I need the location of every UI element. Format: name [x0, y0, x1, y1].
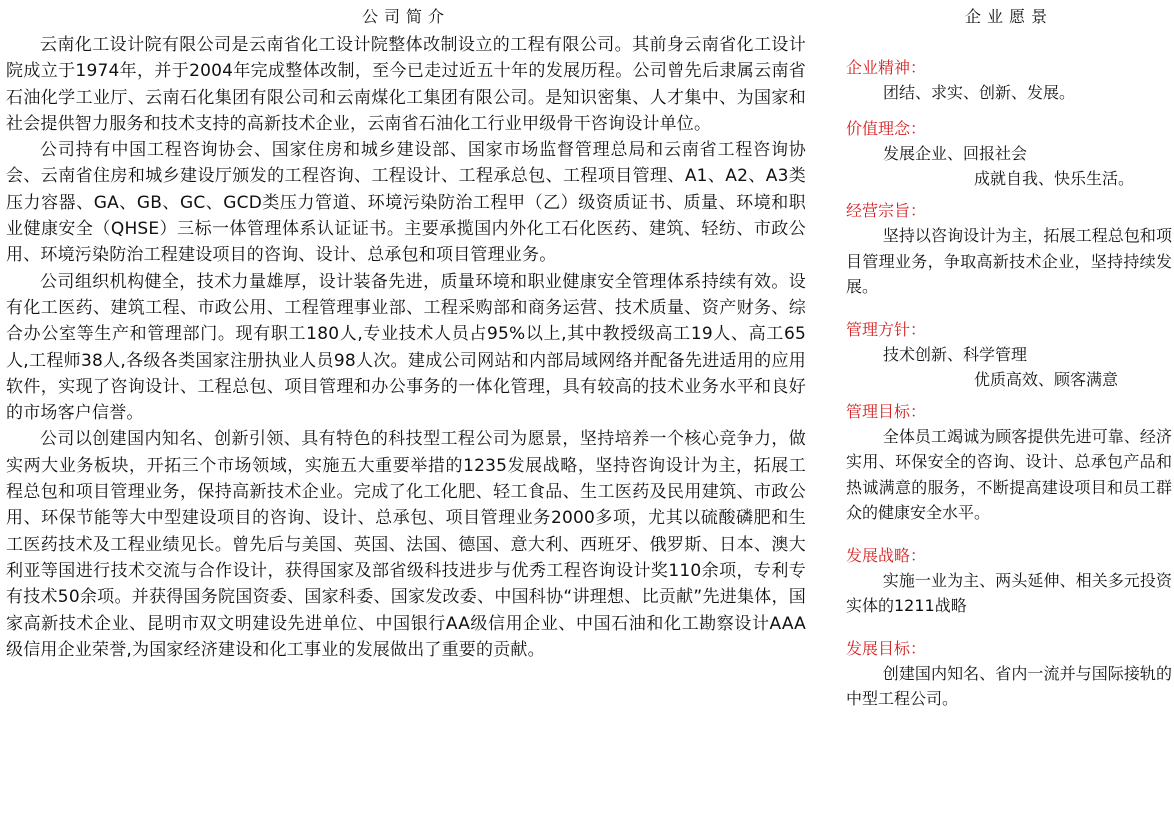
- management-goal-text: 全体员工竭诚为顾客提供先进可靠、经济实用、环保安全的咨询、设计、总承包产品和热诚满意的服务，不断提高建设项目和员工群众的健康安全水平。: [846, 426, 1172, 522]
- business-purpose-heading: 经营宗旨：: [846, 201, 927, 220]
- development-target-section: [846, 637, 1172, 712]
- management-policy-line-2: 优质高效、顾客满意: [974, 369, 1119, 389]
- enterprise-spirit-heading: 企业精神：: [846, 58, 927, 77]
- management-goal-section: [846, 400, 1172, 526]
- corporate-vision-title: 企业愿景: [964, 7, 1053, 26]
- company-intro-column: [6, 6, 806, 663]
- development-strategy-section: [846, 544, 1172, 619]
- enterprise-spirit-text: 团结、求实、创新、发展。: [883, 83, 1076, 102]
- value-concept-heading: 价值理念：: [846, 119, 927, 138]
- development-target-heading: 发展目标：: [846, 638, 927, 658]
- intro-paragraph-2: 公司持有中国工程咨询协会、国家住房和城乡建设部、国家市场监督管理总局和云南省工程咨询协会、云南省住房和城乡建设厅颁发的工程咨询、工程设计、工程承总包、工程项目管理、A1、A2、A3类压力容器、GA、GB、GC、GCD类压力管道、环境污染防治工程甲（乙）级资质证书、质量、环境和职业健康安全（QHSE）三标一体管理体系认证证书。主要承揽国内外化工石化医药、建筑、轻纺、市政公用、环境污染防治工程建设项目的咨询、设计、总承包和项目管理业务。: [6, 140, 806, 266]
- development-strategy-heading: 发展战略：: [846, 545, 927, 565]
- enterprise-spirit-section: [846, 56, 1172, 105]
- management-policy-line-1: 技术创新、科学管理: [883, 344, 1028, 364]
- company-intro-title: 公司简介: [361, 7, 450, 26]
- business-purpose-section: [846, 199, 1172, 300]
- development-target-text: 创建国内知名、省内一流并与国际接轨的中型工程公司。: [846, 663, 1172, 708]
- business-purpose-text: 坚持以咨询设计为主，拓展工程总包和项目管理业务，争取高新技术企业，坚持持续发展。: [846, 226, 1172, 296]
- management-policy-heading: 管理方针：: [846, 319, 927, 339]
- value-concept-line-1: 发展企业、回报社会: [883, 144, 1028, 163]
- intro-paragraph-4: 公司以创建国内知名、创新引领、具有特色的科技型工程公司为愿景，坚持培养一个核心竞争力，做实两大业务板块，开拓三个市场领域，实施五大重要举措的1235发展战略，坚持咨询设计为主，拓展工程总包和项目管理业务，保持高新技术企业。完成了化工化肥、轻工食品、生工医药及民用建筑、市政公用、环保节能等大中型建设项目的咨询、设计、总承包、项目管理业务2000多项，尤其以硫酸磷肥和生工医药技术及工程业绩见长。曾先后与美国、英国、法国、德国、意大利、西班牙、俄罗斯、日本、澳大利亚等国进行技术交流与合作设计，获得国家及部省级科技进步与优秀工程咨询设计奖110余项，专利专有技术50余项。并获得国务院国资委、国家科委、国家发改委、中国科协“讲理想、比贡献”先进集体，国家高新技术企业、昆明市双文明建设先进单位、中国银行AA级信用企业、中国石油和化工勘察设计AAA级信用企业荣誉,为国家经济建设和化工事业的发展做出了重要的贡献。: [6, 429, 806, 660]
- intro-paragraph-3: 公司组织机构健全，技术力量雄厚，设计装备先进，质量环境和职业健康安全管理体系持续有效。设有化工医药、建筑工程、市政公用、工程管理事业部、工程采购部和商务运营、技术质量、资产财务、综合办公室等生产和管理部门。现有职工180人,专业技术人员占95%以上,其中教授级高工19人、高工65人,工程师38人,各级各类国家注册执业人员98人次。建成公司网站和内部局域网络并配备先进适用的应用软件，实现了咨询设计、工程总包、项目管理和办公事务的一体化管理，具有较高的技术业务水平和良好的市场客户信誉。: [6, 271, 806, 424]
- management-policy-section: [846, 318, 1172, 392]
- intro-paragraph-1: 云南化工设计院有限公司是云南省化工设计院整体改制设立的工程有限公司。其前身云南省化工设计院成立于1974年，并于2004年完成整体改制，至今已走过近五十年的发展历程。公司曾先后隶属云南省石油化学工业厅、云南石化集团有限公司和云南煤化工集团有限公司。是知识密集、人才集中、为国家和社会提供智力服务和技术支持的高新技术企业，云南省石油化工行业甲级骨干咨询设计单位。: [6, 35, 806, 134]
- value-concept-section: [846, 117, 1172, 191]
- corporate-vision-column: [846, 6, 1172, 720]
- management-goal-heading: 管理目标：: [846, 401, 927, 421]
- value-concept-line-2: 成就自我、快乐生活。: [974, 169, 1135, 188]
- development-strategy-text: 实施一业为主、两头延伸、相关多元投资实体的1211战略: [846, 570, 1172, 615]
